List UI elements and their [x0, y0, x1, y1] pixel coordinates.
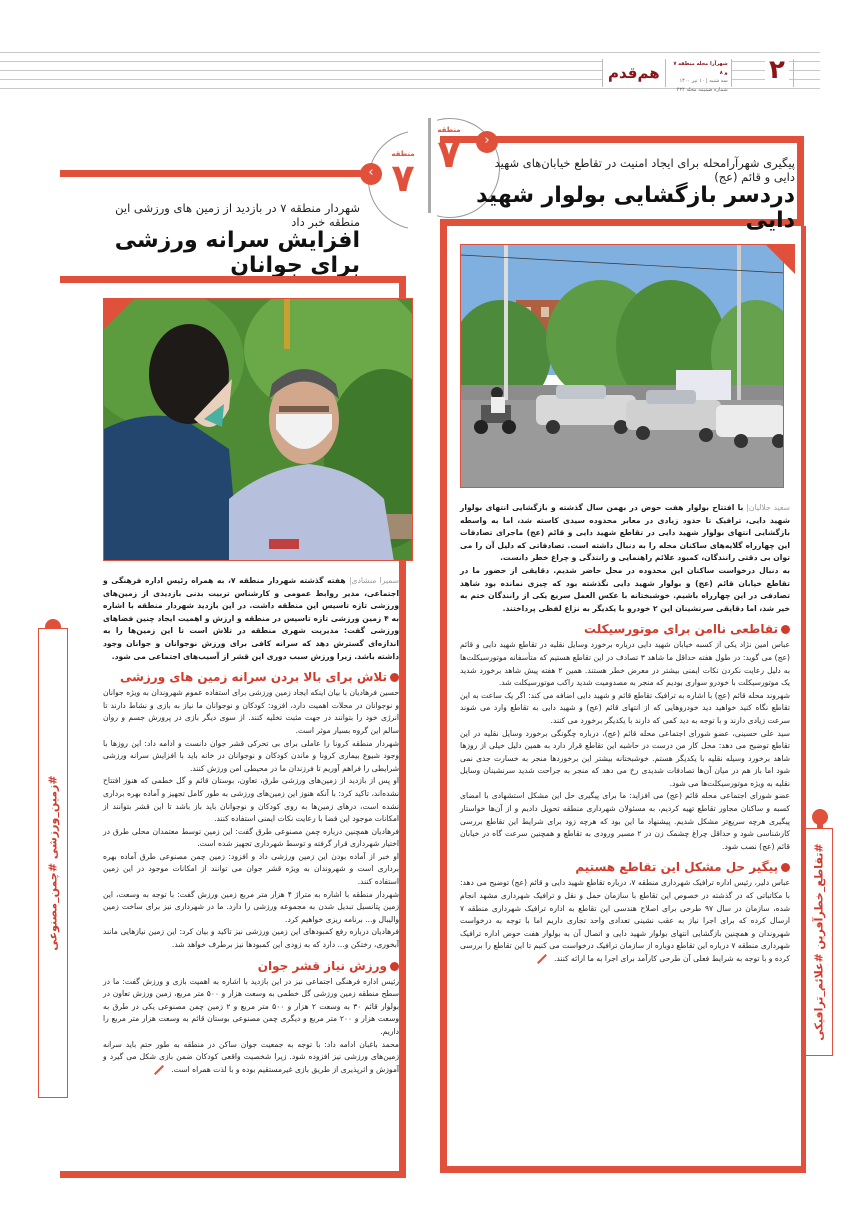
right-arrow-button[interactable]: ›: [476, 131, 498, 153]
paragraph-text: عباس دلیر، رئیس اداره ترافیک شهرداری منطقه ۷، درباره تقاطع شهید دایی و قائم (عج) توضیح می دهد: با مکاتباتی که در گذشته در خصوص این تقاطع با سازمان حمل و نقل و ترافیک شهرداری مشهد انجام شده، سازمان در سال ۹۷ طرحی برای اصلاح هندسی این تقاطع به اداره ترافیک شهرداری منطقه ۷ ارسال کرده که برای اجرا نیاز به عقب نشینی تعدادی واحد تجاری داریم اما با توجه به درخواست شهروندان و همچنین بازگشایی انتهای بولوار شهید دایی و اتصال آن به بولوار هفت حوض اداره ترافیک شهرداری منطقه ۷ درباره این تقاطع دوباره از سازمان ترافیک درخواست می کنیم تا این تقاطع را بررسی کرده و با توجه به شرایط فعلی آن طرحی کارآمد برای اجرا به ما ارائه کنند.: [460, 878, 791, 963]
left-lead-paragraph: سمیرا منشادی| هفته گذشته شهردار منطقه ۷، به همراه رئیس اداره فرهنگی و اجتماعی، مدیر روابط عمومی و کارشناس تربیت بدنی بازدیدی از زمین‌های ورزشی تازه تاسیس این منطقه داشت. در این بازدید شهردار منطقه با اشاره به ۴ زمین ورزشی تازه تاسیس در منطقه و ارزش و اهمیت ایجاد چنین فضاهای ورزشی گفت: مدیریت شهری منطقه در تلاش است تا این زمین‌ها را به اندازه‌ای گسترش دهد که سرانه کافی برای ورزش نوجوانان و جوانان وجود داشته باشد. زیرا ورزش سبب دوری این قشر از آسیب‌های اجتماعی می شود.: [103, 576, 399, 661]
edition-info: [666, 59, 732, 93]
paragraph: او پس از بازدید از زمین‌های ورزشی طرق، تعاون، بوستان قائم و گل خطمی که هنوز افتتاح نشده‌اند، تاکید کرد: با آنکه هنوز این زمین‌های ورزشی به طور کامل تجهیز و آماده بهره برداری نشده است، درهای زمین‌ها به روی کودکان و نوجوانان باید باز باشد تا این قشر بتوانند از امکانات موجود این فضا با رعایت نکات ایمنی استفاده کنند.: [103, 776, 399, 824]
subheading: [103, 669, 399, 685]
subheading: [103, 958, 399, 974]
paragraph: [460, 877, 790, 965]
end-mark-icon: [154, 1065, 164, 1075]
right-article-body: [460, 502, 790, 966]
edition-line: شهرآرا محله منطقه ۷ و ۸: [673, 61, 728, 76]
paragraph: سید علی حسینی، عضو شورای اجتماعی محله قائم (عج)، درباره چگونگی برخورد وسایل نقلیه در این تقاطع توضیح می دهد: محل کار من درست در حاشیه این تقاطع قرار دارد به همین دلیل خیلی از روزها شاهد برخورد وسیله نقلیه با یکدیگر هستم. خوشبختانه بیشتر این برخوردها منجر به خسارت جدی نمی شود اما باز هم در میان آن‌ها تصادفات شدیدی رخ می دهد که منجر به جراحت شدید سرنشینان وسایل نقلیه به ویژه موتورسیکلت‌ها می شود.: [460, 728, 790, 788]
bullet-dot-icon: [781, 625, 790, 634]
right-region-divider: [428, 118, 431, 213]
right-kicker: پیگیری شهرآرامحله برای ایجاد امنیت در تقاطع خیابان‌های شهید دایی و قائم (عج): [494, 156, 795, 184]
paragraph: به دنبال درخواست ساکنان این محدوده در محل حاضر شدیم. دقایقی از حضور ما در تقاطع خیابان قائم (عج) و بولوار شهید دایی نگذشته بود که چیزی نمانده بود شاهد تصادفی در این چهارراه باشیم. خوشبختانه با عکس العمل سریع یکی از رانندگان ختم به خیر شد، اما دقایقی سرنشینان این ۲ خودرو با یکدیگر به نزاع لفظی پرداختند.: [460, 565, 790, 613]
page-number: ۲: [765, 55, 789, 85]
subheading: [460, 621, 790, 637]
paragraph-text: محمد باغبان ادامه داد: با توجه به جمعیت جوان ساکن در منطقه به طور حتم باید سرانه زمین‌های ورزشی نیز افزوده شود. زیرا شخصیت واقعی کودکان ضمن بازی شکل می گیرد و آموزش و اثرپذیری از طریق بازی غیرمستقیم بوده و با لذت همراه است.: [103, 1039, 399, 1074]
region-number: ۷: [437, 132, 461, 176]
left-photo-corner: [103, 298, 135, 330]
left-headline: افزایش سرانه ورزشی برای جوانان: [114, 228, 360, 278]
brand-logo: هم‌قدم: [602, 59, 666, 87]
right-photo: [460, 244, 784, 488]
left-photo: [103, 298, 413, 561]
lead-text: هفته گذشته شهردار منطقه ۷، به همراه رئیس اداره فرهنگی و اجتماعی، مدیر روابط عمومی و کارشناس تربیت بدنی بازدیدی از زمین‌های ورزشی تازه تاسیس این منطقه داشت. در این بازدید شهردار منطقه با اشاره به ۴ زمین ورزشی تازه تاسیس در منطقه و ارزش و اهمیت ایجاد چنین فضاهای ورزشی گفت: مدیریت شهری منطقه در تلاش است تا این زمین‌ها را به اندازه‌ای گسترش دهد که سرانه کافی برای ورزش نوجوانان و جوانان وجود داشته باشد. زیرا ورزش سبب دوری این قشر از آسیب‌های اجتماعی می شود.: [103, 576, 399, 661]
left-hashtag-box: [38, 628, 68, 1098]
region-label: منطقه: [391, 150, 415, 158]
left-top-bar: [60, 170, 370, 177]
left-kicker: شهردار منطقه ۷ در بازدید از زمین های ورزشی این منطقه خبر داد: [115, 201, 360, 229]
subheading: [460, 859, 790, 875]
header-rule: [0, 52, 820, 53]
paragraph: او خبر از آماده بودن این زمین ورزشی داد و افزود: زمین چمن مصنوعی طرق آماده بهره برداری است و شهروندان به ویژه قشر جوان می توانند از امکانات موجود در این زمین استفاده کنند.: [103, 851, 399, 887]
subheading-text: تقاطعی ناامن برای موتورسیکلت: [583, 622, 778, 637]
bullet-dot-icon: [390, 673, 399, 682]
byline: سعید جلالیان: [748, 503, 790, 512]
right-region-badge: [433, 126, 465, 176]
left-arrow-button[interactable]: ‹: [360, 163, 382, 185]
subheading-text: تلاش برای بالا بردن سرانه زمین های ورزشی: [119, 670, 387, 685]
issue-line: شماره ضمیمه محله ۴۳۴: [676, 86, 728, 93]
street-intersection-photo: [461, 245, 784, 488]
bullet-dot-icon: [390, 962, 399, 971]
subheading-text: پیگیر حل مشکل این تقاطع هستیم: [575, 860, 778, 875]
paragraph: [103, 1039, 399, 1077]
paragraph: فرهادیان درباره رفع کمبودهای این زمین ورزشی نیز تاکید و بیان کرد: این زمین نیازهایی مانند آبخوری، رختکن و... دارد که به زودی این کمبودها نیز برطرف خواهد شد.: [103, 927, 399, 950]
paragraph: شهردار منطقه با اشاره به متراژ ۴ هزار متر مربع زمین ورزش گفت: با توجه به وسعت، این زمین پتانسیل تبدیل شدن به مجموعه ورزشی را دارد. ما در شهرداری نیز برای ساخت زمین والیبال و... برنامه ریزی خواهیم کرد.: [103, 889, 399, 924]
byline: سمیرا منشادی: [351, 576, 399, 585]
right-hashtag-box: [805, 828, 833, 1056]
right-headline: دردسر بازگشایی بولوار شهید دایی: [476, 183, 795, 233]
page-number-box: [793, 59, 823, 87]
right-photo-corner: [765, 244, 795, 274]
officials-conversation-photo: [104, 299, 413, 561]
right-lead-paragraph: سعید جلالیان| با افتتاح بولوار هفت حوض در بهمن سال گذشته و بازگشایی انتهای بولوار شهید دایی، ترافیک تا حدود زیادی در معابر محدوده سیدی کاسته شد، اما به واسطه بازگشایی انتهای بولوار شهید دایی در تقاطع شهید دایی و قائم (عج) ماجرای تصادفات این چهارراه گلایه‌های ساکنان محله را به دنبال داشته است. تصادفاتی که دلیل آن را می توان بی دقتی رانندگان، کمبود علائم راهنمایی و رانندگی و چراغ خطر دانست.: [460, 503, 790, 563]
paragraph: رئیس اداره فرهنگی اجتماعی نیز در این بازدید با اشاره به اهمیت بازی و ورزش گفت: ما در سطح منطقه زمین ورزشی گل خطمی به وسعت هزار و ۵۰۰ متر مربع، زمین ورزش تعاون در بولوار قائم ۳۰ به وسعت ۲ هزار و ۵۰۰ متر مربع و ۲ زمین چمن مصنوعی یکی در طرق به وسعت هزار و ۲۰۰ متر مربع و دیگری چمن مصنوعی بوستان قائم به وسعت هزار متر مربع را داریم.: [103, 976, 399, 1036]
left-region-badge: [388, 150, 418, 200]
region-number: ۷: [391, 156, 415, 200]
paragraph: شهردار منطقه کرونا را عاملی برای بی تحرکی قشر جوان دانست و ادامه داد: این روزها با وجود شیوع بیماری کرونا و ماندن کودکان و نوجوانان در خانه باید با افزایش سرانه ورزشی شرایطی را فراهم آوریم تا فرزندان ما در محیطی امن ورزش کنند.: [103, 738, 399, 773]
bullet-dot-icon: [781, 863, 790, 872]
hashtag-text[interactable]: #زمین_ورزشی #چمن_مصنوعی: [46, 775, 60, 951]
paragraph: عباس امین نژاد یکی از کسبه خیابان شهید دایی درباره برخورد وسایل نقلیه در تقاطع شهید دایی و قائم (عج) می گوید: در طول هفته حداقل ما شاهد ۳ تصادف در این تقاطع هستیم که متأسفانه موتورسیکلت‌ها به دلیل رعایت نکردن نکات ایمنی بیشتر در معرض خطر هستند. همین ۲ هفته پیش شاهد برخورد شدید یک موتورسیکلت با خودرو سواری بودیم که منجر به مصدومیت شدید راکب موتورسیکلت شد.: [460, 640, 791, 688]
masthead: [602, 59, 732, 93]
paragraph: عضو شورای اجتماعی محله قائم (عج) می افزاید: ما برای پیگیری حل این مشکل استشهادی با امضای کسبه و ساکنان مجاور تقاطع تهیه کردیم، به مسئولان شهرداری منطقه تحویل دادیم و از آن‌ها خواستار پیگیری هرچه سریع‌تر مشکل شدیم. پیشنهاد ما این بود که هرچه زود برای شرایط این تقاطع بررسی کارشناسی شود و حداقل چراغ چشمک زن در ۲ مسیر ورودی به تقاطع و همچنین سرعت گاه در خیابان قائم (عج) نصب شود.: [460, 791, 790, 851]
region-label: منطقه: [437, 126, 461, 134]
paragraph: فرهادیان همچنین درباره چمن مصنوعی طرق گفت: این زمین توسط معتمدان محلی طرق در اختیار شهرداری قرار گرفته و توسط شهرداری تجهیز شده است.: [103, 826, 399, 849]
paragraph: حسین فرهادیان با بیان اینکه ایجاد زمین ورزشی برای استفاده عموم شهروندان به ویژه جوانان و نوجوانان در محلات اهمیت دارد، افزود: کودکان و نوجوانان ما نیاز به بازی و نشاط دارند تا انرژی خود را بتوانند در جهت مثبت تخلیه کنند. از سوی دیگر بازی در پرورش جسم و روان سالم این گروه بسیار موثر است.: [103, 688, 399, 735]
hashtag-text[interactable]: #تقاطع_خطرآفرین #علائم_ترافیکی: [812, 843, 826, 1041]
left-article-body: [103, 575, 399, 1076]
subheading-text: ورزش نیاز قشر جوان: [257, 958, 387, 973]
paragraph: شهروند محله قائم (عج) با اشاره به ترافیک تقاطع قائم و شهید دایی اضافه می کند: اگر یک ساعت به این تقاطع نگاه کنید خواهید دید خودروهایی که از انتهای قائم (عج) و شهید دایی به تقاطع وارد می شوند سرعت زیادی دارند و با توجه به دید کمی که دارند با یکدیگر برخورد می کنند.: [460, 690, 790, 725]
end-mark-icon: [537, 954, 547, 964]
date-line: سه شنبه | ۱۰ تیر ۱۴۰۰: [679, 78, 728, 84]
lead-text: با افتتاح بولوار هفت حوض در بهمن سال گذشته و بازگشایی انتهای بولوار شهید دایی، ترافیک تا حدود زیادی در معابر محدوده سیدی کاسته شد، اما به واسطه بازگشایی انتهای بولوار شهید دایی در تقاطع شهید دایی و قائم (عج) ماجرای تصادفات این چهارراه گلایه‌های ساکنان محله را به دنبال داشته است. تصادفاتی که دلیل آن را می توان بی دقتی رانندگان، کمبود علائم راهنمایی و رانندگی و چراغ خطر دانست.: [460, 503, 790, 563]
